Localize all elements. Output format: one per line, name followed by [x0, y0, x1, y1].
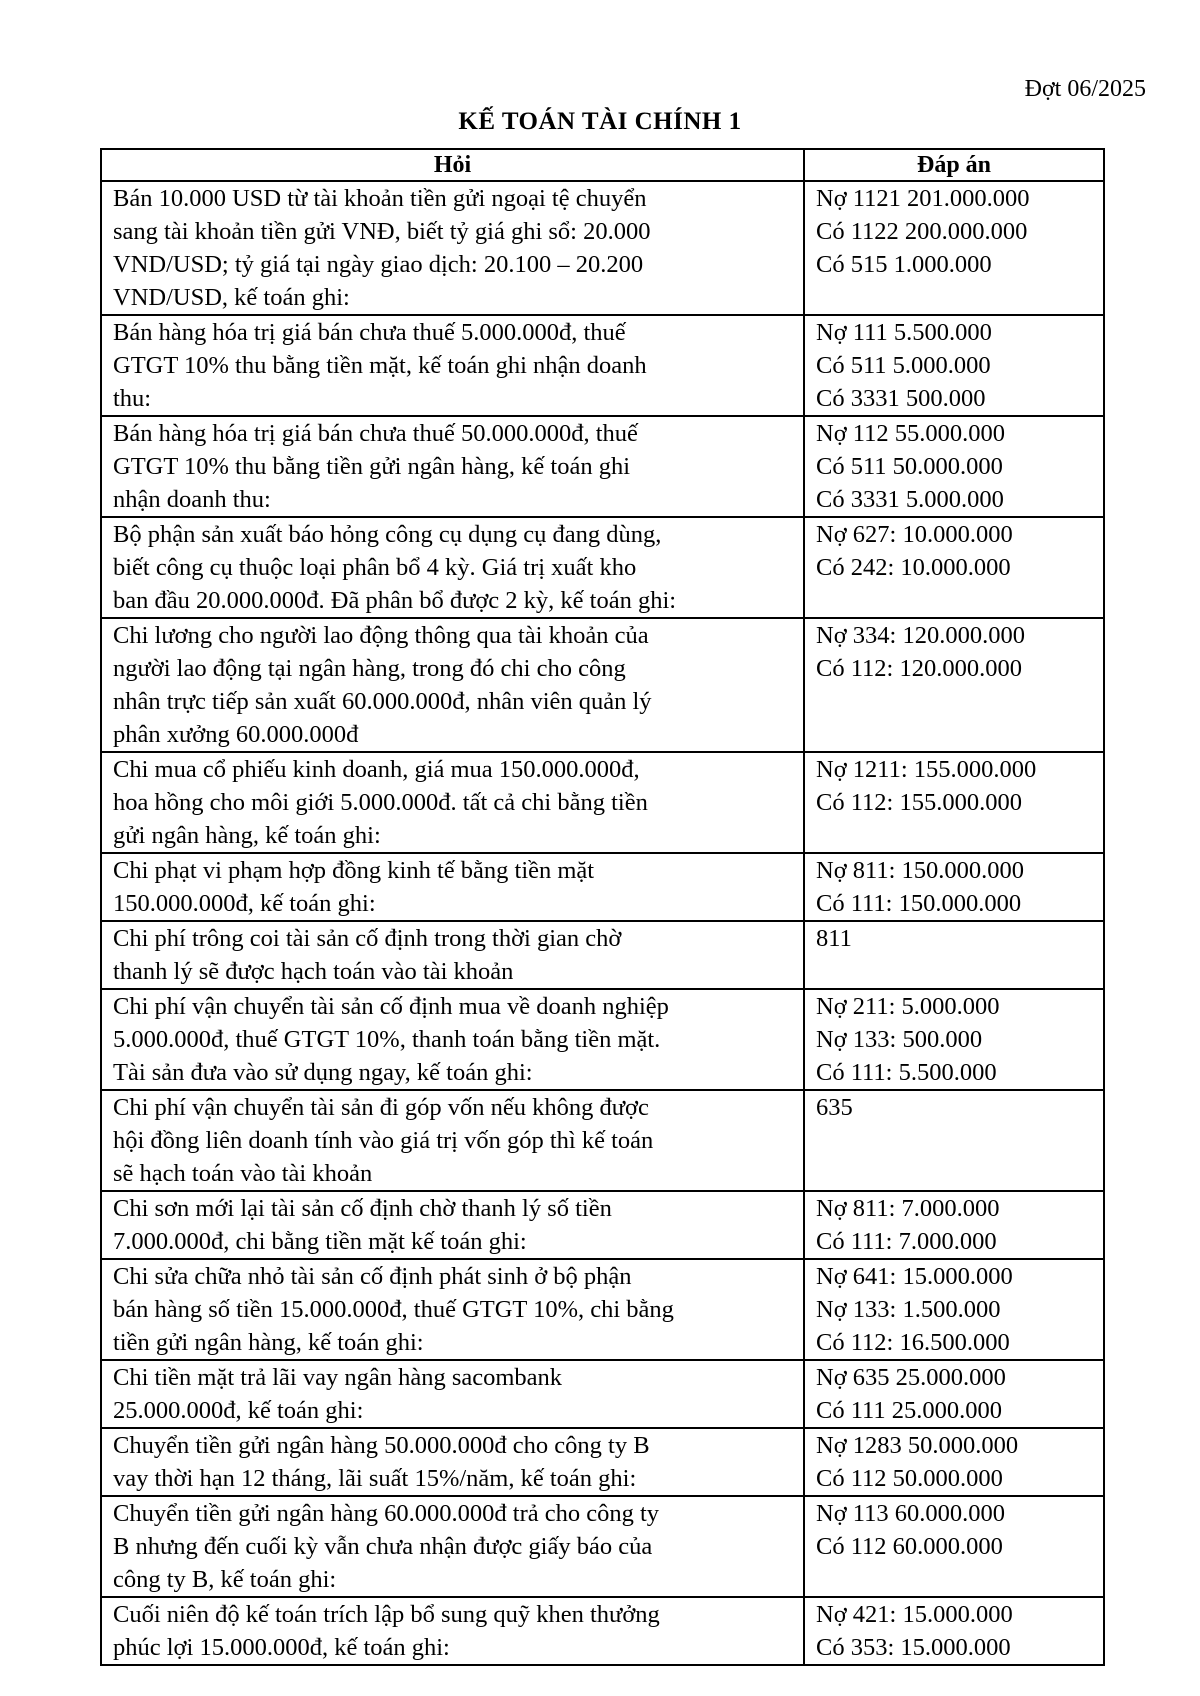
- answer-cell: [804, 1496, 1104, 1597]
- table-row: [101, 1090, 1104, 1191]
- question-line: người lao động tại ngân hàng, trong đó chi cho công: [113, 655, 626, 682]
- question-line: biết công cụ thuộc loại phân bổ 4 kỳ. Giá trị xuất kho: [113, 554, 637, 581]
- answer-line: Có 3331 5.000.000: [816, 486, 1004, 513]
- question-line: Bán hàng hóa trị giá bán chưa thuế 5.000.000đ, thuế: [113, 319, 626, 346]
- question-line: Chi phí trông coi tài sản cố định trong thời gian chờ: [113, 925, 622, 952]
- question-cell: [101, 1191, 804, 1259]
- question-line: thu:: [113, 385, 152, 412]
- question-line: Chi phạt vi phạm hợp đồng kinh tế bằng tiền mặt: [113, 857, 595, 884]
- answer-cell: [804, 921, 1104, 989]
- answer-cell: [804, 1259, 1104, 1360]
- table-row: [101, 853, 1104, 921]
- question-line: 7.000.000đ, chi bằng tiền mặt kế toán ghi:: [113, 1228, 527, 1255]
- question-line: Cuối niên độ kế toán trích lập bổ sung quỹ khen thưởng: [113, 1601, 660, 1628]
- question-line: VND/USD; tỷ giá tại ngày giao dịch: 20.100 – 20.200: [113, 251, 644, 278]
- answer-line: Có 515 1.000.000: [816, 251, 992, 278]
- answer-line: Có 112: 16.500.000: [816, 1329, 1010, 1356]
- question-line: ban đầu 20.000.000đ. Đã phân bổ được 2 kỳ, kế toán ghi:: [113, 587, 677, 614]
- question-line: VND/USD, kế toán ghi:: [113, 284, 350, 311]
- answer-cell: [804, 1090, 1104, 1191]
- question-line: Bán hàng hóa trị giá bán chưa thuế 50.000.000đ, thuế: [113, 420, 638, 447]
- question-line: Chi sơn mới lại tài sản cố định chờ thanh lý số tiền: [113, 1195, 612, 1222]
- answer-line: Nợ 113 60.000.000: [816, 1500, 1005, 1527]
- answer-line: Nợ 811: 7.000.000: [816, 1195, 1000, 1222]
- question-line: thanh lý sẽ được hạch toán vào tài khoản: [113, 958, 514, 985]
- table-header-row: [101, 149, 1104, 181]
- answer-line: Nợ 1121 201.000.000: [816, 185, 1030, 212]
- table-row: [101, 1360, 1104, 1428]
- answer-line: Có 242: 10.000.000: [816, 554, 1011, 581]
- question-line: Chi lương cho người lao động thông qua tài khoản của: [113, 622, 649, 649]
- question-cell: [101, 181, 804, 315]
- question-line: Chi mua cổ phiếu kinh doanh, giá mua 150.000.000đ,: [113, 756, 640, 783]
- answer-line: Có 353: 15.000.000: [816, 1634, 1011, 1661]
- question-line: nhận doanh thu:: [113, 486, 271, 513]
- question-cell: [101, 1259, 804, 1360]
- question-cell: [101, 416, 804, 517]
- answer-cell: [804, 1191, 1104, 1259]
- table-row: [101, 752, 1104, 853]
- question-line: bán hàng số tiền 15.000.000đ, thuế GTGT 10%, chi bằng: [113, 1296, 674, 1323]
- question-line: Bán 10.000 USD từ tài khoản tiền gửi ngoại tệ chuyển: [113, 185, 647, 212]
- answer-line: Nợ 1283 50.000.000: [816, 1432, 1019, 1459]
- answer-line: Nợ 334: 120.000.000: [816, 622, 1025, 649]
- question-line: 25.000.000đ, kế toán ghi:: [113, 1397, 364, 1424]
- answer-cell: [804, 1597, 1104, 1665]
- answer-line: Nợ 641: 15.000.000: [816, 1263, 1013, 1290]
- question-line: gửi ngân hàng, kế toán ghi:: [113, 822, 381, 849]
- answer-line: Nợ 111 5.500.000: [816, 319, 992, 346]
- question-cell: [101, 517, 804, 618]
- table-row: [101, 618, 1104, 752]
- question-cell: [101, 853, 804, 921]
- question-line: Chi phí vận chuyển tài sản đi góp vốn nếu không được: [113, 1094, 649, 1121]
- question-line: tiền gửi ngân hàng, kế toán ghi:: [113, 1329, 424, 1356]
- answer-line: Có 112 50.000.000: [816, 1465, 1003, 1492]
- answer-line: Có 112: 155.000.000: [816, 789, 1022, 816]
- question-line: Chi sửa chữa nhỏ tài sản cố định phát sinh ở bộ phận: [113, 1263, 632, 1290]
- question-line: B nhưng đến cuối kỳ vẫn chưa nhận được giấy báo của: [113, 1533, 653, 1560]
- answer-line: Nợ 627: 10.000.000: [816, 521, 1013, 548]
- answer-cell: [804, 416, 1104, 517]
- question-line: Bộ phận sản xuất báo hỏng công cụ dụng cụ đang dùng,: [113, 521, 662, 548]
- answer-line: Nợ 421: 15.000.000: [816, 1601, 1013, 1628]
- answer-line: Nợ 133: 1.500.000: [816, 1296, 1001, 1323]
- question-line: 5.000.000đ, thuế GTGT 10%, thanh toán bằng tiền mặt.: [113, 1026, 661, 1053]
- table-row: [101, 1496, 1104, 1597]
- answer-cell: [804, 618, 1104, 752]
- answer-line: Có 112 60.000.000: [816, 1533, 1003, 1560]
- answer-line: Nợ 211: 5.000.000: [816, 993, 1000, 1020]
- answer-line: Có 111: 5.500.000: [816, 1059, 997, 1086]
- question-line: GTGT 10% thu bằng tiền mặt, kế toán ghi nhận doanh: [113, 352, 647, 379]
- question-line: sẽ hạch toán vào tài khoản: [113, 1160, 373, 1187]
- answer-line: Có 112: 120.000.000: [816, 655, 1022, 682]
- column-header-answer: Đáp án: [804, 149, 1104, 181]
- answer-line: Nợ 133: 500.000: [816, 1026, 983, 1053]
- table-row: [101, 989, 1104, 1090]
- answer-line: 811: [816, 925, 852, 952]
- answer-line: Có 111: 7.000.000: [816, 1228, 997, 1255]
- question-cell: [101, 921, 804, 989]
- answer-line: Nợ 112 55.000.000: [816, 420, 1005, 447]
- answer-line: Nợ 1211: 155.000.000: [816, 756, 1037, 783]
- answer-line: Có 1122 200.000.000: [816, 218, 1028, 245]
- question-line: công ty B, kế toán ghi:: [113, 1566, 337, 1593]
- table-body: [101, 181, 1104, 1665]
- answer-cell: [804, 517, 1104, 618]
- question-line: hoa hồng cho môi giới 5.000.000đ. tất cả chi bằng tiền: [113, 789, 648, 816]
- qa-table: [100, 148, 1105, 1666]
- question-cell: [101, 752, 804, 853]
- table-row: [101, 1259, 1104, 1360]
- question-line: Chi tiền mặt trả lãi vay ngân hàng sacombank: [113, 1364, 563, 1391]
- question-line: vay thời hạn 12 tháng, lãi suất 15%/năm, kế toán ghi:: [113, 1465, 637, 1492]
- batch-label: Đợt 06/2025: [1024, 76, 1146, 102]
- question-line: Chuyển tiền gửi ngân hàng 60.000.000đ trả cho công ty: [113, 1500, 660, 1527]
- answer-line: Có 511 5.000.000: [816, 352, 991, 379]
- document-title: KẾ TOÁN TÀI CHÍNH 1: [458, 108, 742, 135]
- table-row: [101, 1428, 1104, 1496]
- question-cell: [101, 618, 804, 752]
- table-row: [101, 1597, 1104, 1665]
- question-line: GTGT 10% thu bằng tiền gửi ngân hàng, kế toán ghi: [113, 453, 631, 480]
- question-cell: [101, 1090, 804, 1191]
- question-line: Chi phí vận chuyển tài sản cố định mua về doanh nghiệp: [113, 993, 669, 1020]
- table-row: [101, 921, 1104, 989]
- column-header-question: Hỏi: [101, 149, 804, 181]
- answer-cell: [804, 752, 1104, 853]
- answer-cell: [804, 181, 1104, 315]
- table-row: [101, 315, 1104, 416]
- question-line: hội đồng liên doanh tính vào giá trị vốn góp thì kế toán: [113, 1127, 654, 1154]
- answer-line: Có 511 50.000.000: [816, 453, 1003, 480]
- table-row: [101, 181, 1104, 315]
- question-cell: [101, 1428, 804, 1496]
- answer-line: Nợ 635 25.000.000: [816, 1364, 1006, 1391]
- question-line: Tài sản đưa vào sử dụng ngay, kế toán ghi:: [113, 1059, 533, 1086]
- question-cell: [101, 1496, 804, 1597]
- question-line: phúc lợi 15.000.000đ, kế toán ghi:: [113, 1634, 450, 1661]
- answer-cell: [804, 989, 1104, 1090]
- answer-cell: [804, 853, 1104, 921]
- answer-cell: [804, 315, 1104, 416]
- question-line: nhân trực tiếp sản xuất 60.000.000đ, nhân viên quản lý: [113, 688, 652, 715]
- question-cell: [101, 989, 804, 1090]
- answer-line: Nợ 811: 150.000.000: [816, 857, 1025, 884]
- answer-line: Có 111: 150.000.000: [816, 890, 1022, 917]
- question-line: Chuyển tiền gửi ngân hàng 50.000.000đ cho công ty B: [113, 1432, 650, 1459]
- question-line: 150.000.000đ, kế toán ghi:: [113, 890, 376, 917]
- answer-cell: [804, 1360, 1104, 1428]
- table-row: [101, 1191, 1104, 1259]
- question-cell: [101, 1597, 804, 1665]
- question-cell: [101, 315, 804, 416]
- answer-line: Có 111 25.000.000: [816, 1397, 1003, 1424]
- table-row: [101, 517, 1104, 618]
- table-row: [101, 416, 1104, 517]
- question-line: phân xưởng 60.000.000đ: [113, 721, 359, 748]
- answer-cell: [804, 1428, 1104, 1496]
- answer-line: Có 3331 500.000: [816, 385, 986, 412]
- question-cell: [101, 1360, 804, 1428]
- answer-line: 635: [816, 1094, 853, 1121]
- question-line: sang tài khoản tiền gửi VNĐ, biết tỷ giá ghi sổ: 20.000: [113, 218, 651, 245]
